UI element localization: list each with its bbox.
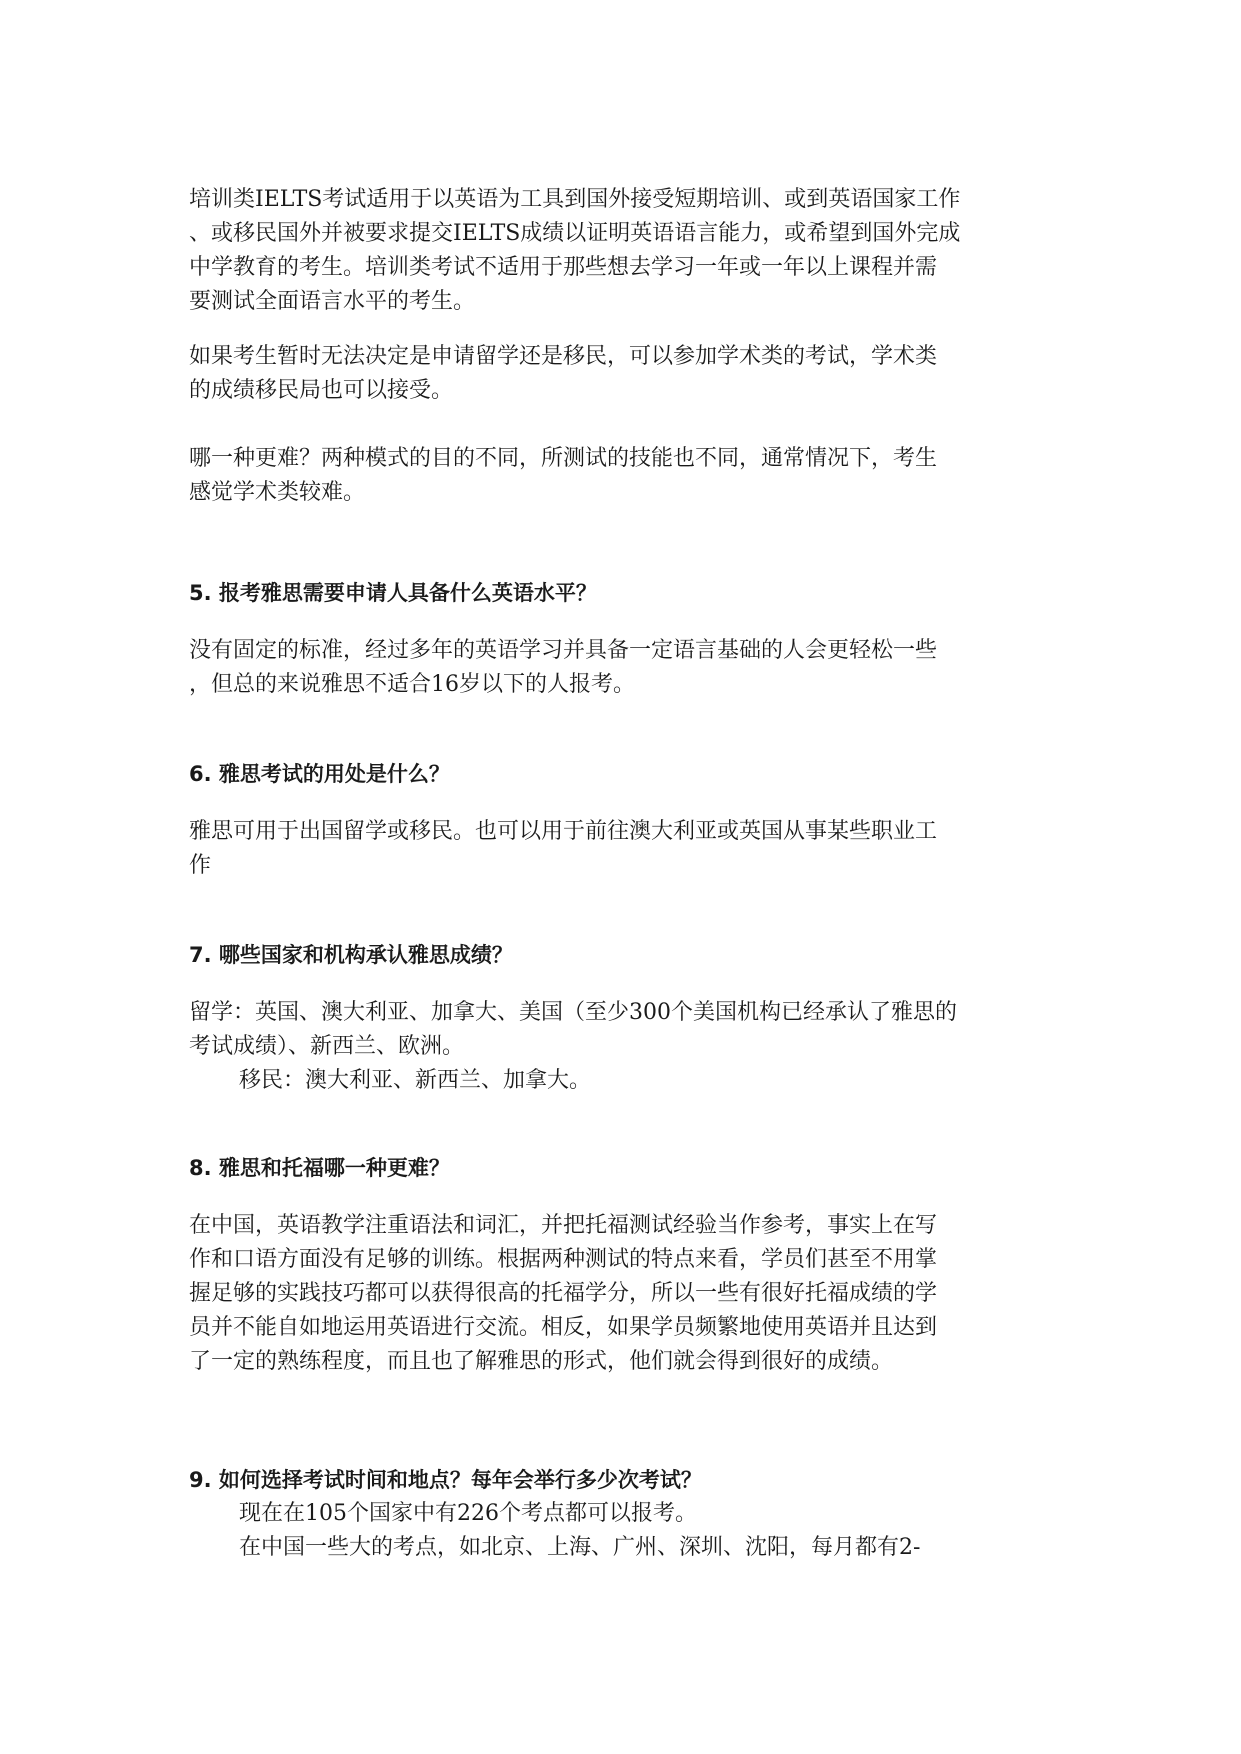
heading-q5: 5. 报考雅思需要申请人具备什么英语水平？	[189, 581, 597, 605]
answer-q7: 留学：英国、澳大利亚、加拿大、美国（至少300个美国机构已经承认了雅思的 考试成绩）、新西兰、欧洲。 移民：澳大利亚、新西兰、加拿大。	[189, 1000, 957, 1093]
heading-q6: 6. 雅思考试的用处是什么？	[189, 762, 450, 786]
answer-q5: 没有固定的标准，经过多年的英语学习并具备一定语言基础的人会更轻松一些 ，但总的来说雅思不适合16岁以下的人报考。	[189, 638, 938, 697]
paragraph-training-ielts: 培训类IELTS考试适用于以英语为工具到国外接受短期培训、或到英语国家工作 、或移民国外并被要求提交IELTS成绩以证明英语语言能力，或希望到国外完成 中学教育的考生。培训类考试不适用于那些想去学习一年或一年以上课程并需 要测试全面语言水平的考生。	[189, 187, 961, 314]
heading-q8: 8. 雅思和托福哪一种更难？	[189, 1156, 450, 1180]
answer-q6: 雅思可用于出国留学或移民。也可以用于前往澳大利亚或英国从事某些职业工 作	[189, 819, 938, 878]
heading-q7: 7. 哪些国家和机构承认雅思成绩？	[189, 943, 513, 967]
heading-q9: 9. 如何选择考试时间和地点？每年会举行多少次考试？	[189, 1468, 702, 1492]
paragraph-which-harder: 哪一种更难？两种模式的目的不同，所测试的技能也不同，通常情况下，考生 感觉学术类较难。	[189, 446, 938, 505]
answer-q8: 在中国，英语教学注重语法和词汇，并把托福测试经验当作参考，事实上在写 作和口语方面没有足够的训练。根据两种测试的特点来看，学员们甚至不用掌 握足够的实践技巧都可以获得很高的托福学分，所以一些有很好托福成绩的学 员并不能自如地运用英语进行交流。相反，如果学员频繁地使用英语并且达到 了一定的熟练程度，而且也了解雅思的形式，他们就会得到很好的成绩。	[189, 1213, 938, 1374]
answer-q9: 现在在105个国家中有226个考点都可以报考。 在中国一些大的考点，如北京、上海、广州、深圳、沈阳，每月都有2-	[239, 1501, 921, 1560]
paragraph-undecided: 如果考生暂时无法决定是申请留学还是移民，可以参加学术类的考试，学术类 的成绩移民局也可以接受。	[189, 344, 938, 403]
